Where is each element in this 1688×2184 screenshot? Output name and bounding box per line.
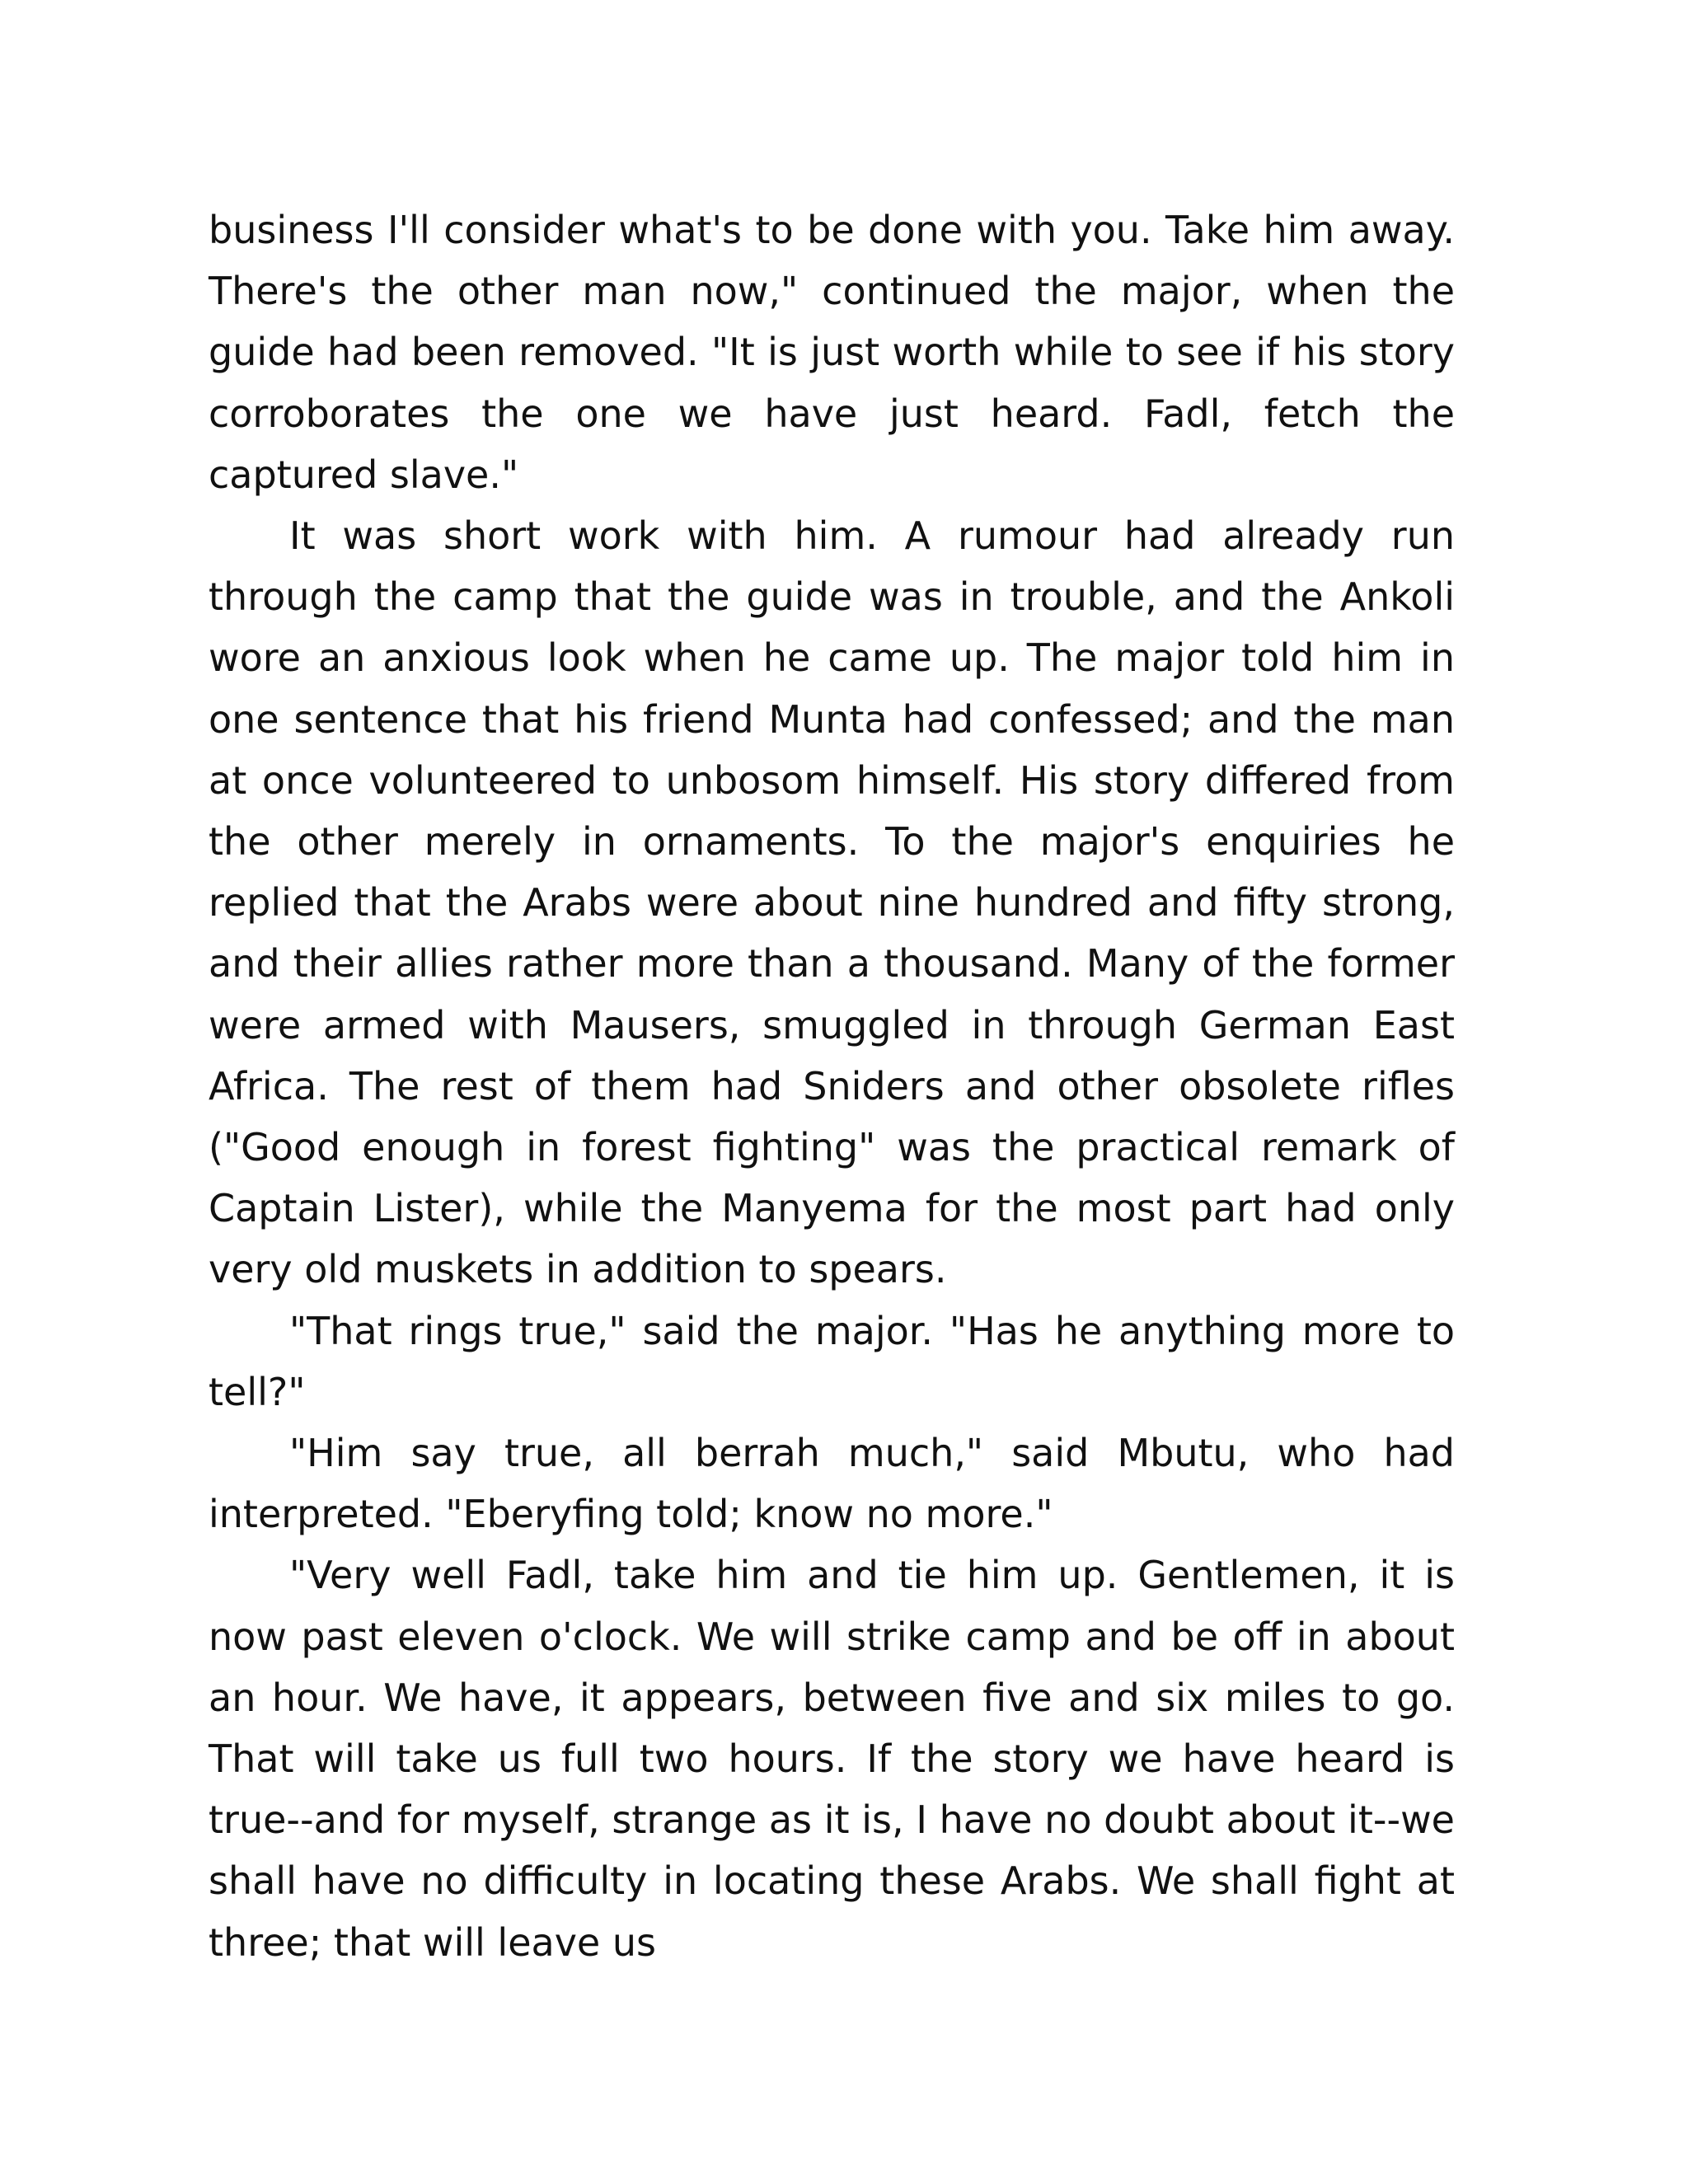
paragraph-continuation: business I'll consider what's to be done with you. Take him away. There's the other man now," continued the major, when the guide had been removed. "It is just worth while to see if his story corroborates the one we have just heard. Fadl, fetch the captured slave." <box>209 208 1455 497</box>
paragraph-him-say-true: "Him say true, all berrah much," said Mbutu, who had interpreted. "Eberyfing told; know no more." <box>209 1431 1455 1537</box>
book-page <box>209 199 1455 1973</box>
paragraph-short-work: It was short work with him. A rumour had already run through the camp that the guide was in trouble, and the Ankoli wore an anxious look when he came up. The major told him in one sentence that his friend Munta had confessed; and the man at once volunteered to unbosom himself. His story differed from the other merely in ornaments. To the major's enquiries he replied that the Arabs were about nine hundred and fifty strong, and their allies rather more than a thousand. Many of the former were armed with Mausers, smuggled in through German East Africa. The rest of them had Sniders and other obsolete rifles ("Good enough in forest fighting" was the practical remark of Captain Lister), while the Manyema for the most part had only very old muskets in addition to spears. <box>209 513 1455 1292</box>
paragraph-rings-true: "That rings true," said the major. "Has he anything more to tell?" <box>209 1308 1455 1414</box>
paragraph-very-well: "Very well Fadl, take him and tie him up. Gentlemen, it is now past eleven o'clock. We will strike camp and be off in about an hour. We have, it appears, between five and six miles to go. That will take us full two hours. If the story we have heard is true--and for myself, strange as it is, I have no doubt about it--we shall have no difficulty in locating these Arabs. We shall fight at three; that will leave us <box>209 1553 1455 1965</box>
